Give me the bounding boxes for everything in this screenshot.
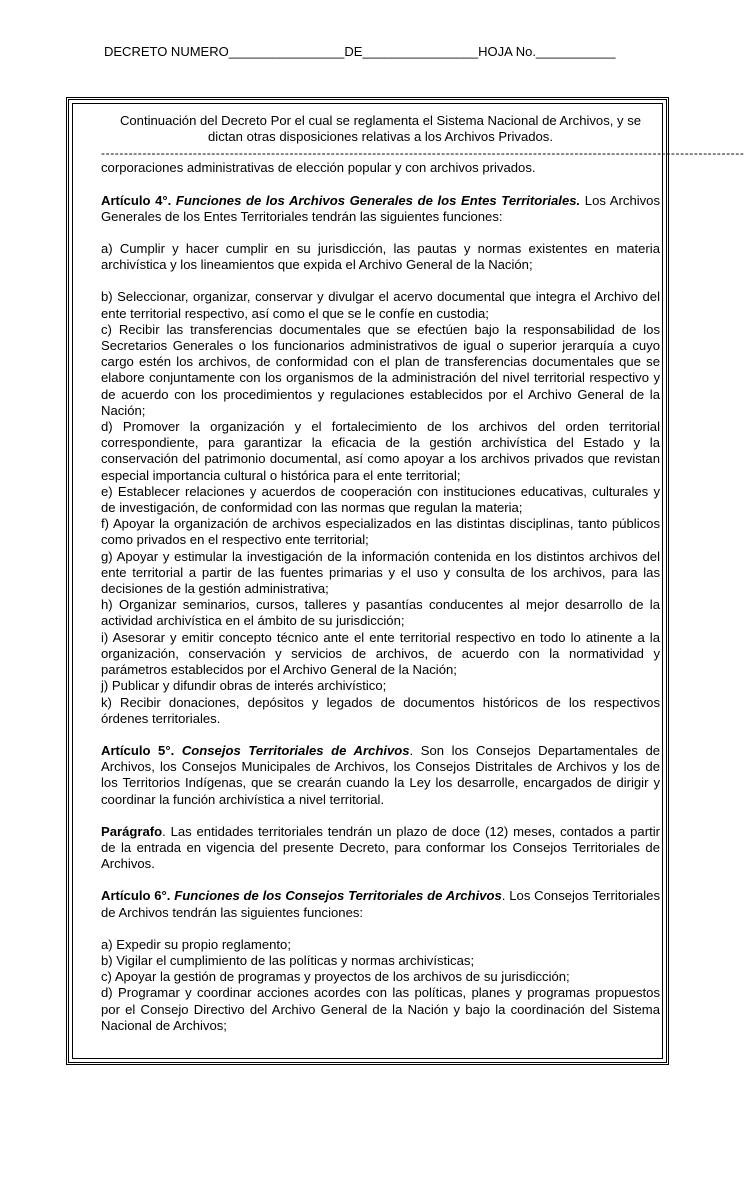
article-6-title: Funciones de los Consejos Territoriales de Archivos — [174, 888, 502, 904]
article-4-label: Artículo 4°. — [101, 192, 172, 208]
dashed-separator: -------------------------------------------------------------------------------------------------------------------------------------------- — [101, 146, 744, 161]
article-6-item-c: c) Apoyar la gestión de programas y proyectos de los archivos de su jurisdicción; — [101, 969, 570, 985]
article-4-item-f: f) Apoyar la organización de archivos especializados en las distintas disciplinas, tanto públicos como privados en el respectivo ente territorial; — [101, 516, 660, 548]
article-4-item-j: j) Publicar y difundir obras de interés archivístico; — [101, 678, 387, 694]
article-5-text: . Son los Consejos Departamentales de Archivos, los Consejos Municipales de Archivos, los Consejos Distritales de Archivos y los de los Territorios Indígenas, que se crearán cuando la Ley los desarrolle, encargados de dirigir y coordinar la función archivística a nivel territorial. — [101, 742, 661, 807]
article-4-heading — [101, 193, 660, 225]
article-4-item-c: c) Recibir las transferencias documentales que se efectúen bajo la responsabilidad de los Secretarios Generales o los funcionarios administrativos de igual o superior jerarquía a cuyo cargo estén los archivos, de conformidad con el plan de transferencias documentales que se elabore conjuntamente con los organismos de la administración del nivel territorial respectivo y de acuerdo con los procedimientos y regulaciones establecidos por el Archivo General de la Nación; — [101, 321, 660, 418]
article-6-item-b: b) Vigilar el cumplimiento de las políticas y normas archivísticas; — [101, 952, 475, 968]
document-header: DECRETO NUMERO________________DE________________HOJA No.___________ — [104, 44, 616, 59]
intro-line: corporaciones administrativas de elección popular y con archivos privados. — [101, 160, 536, 176]
document-body — [101, 113, 744, 1034]
paragrafo — [101, 824, 660, 873]
paragrafo-label: Parágrafo — [101, 823, 163, 839]
article-4-text: Los Archivos Generales de los Entes Territoriales tendrán las siguientes funciones: — [101, 192, 661, 224]
continuation-line: Continuación del Decreto Por el cual se reglamenta el Sistema Nacional de Archivos, y se dictan otras disposiciones relativas a los Archivos Privados. — [119, 113, 642, 145]
article-6-item-d: d) Programar y coordinar acciones acordes con las políticas, planes y programas propuestos por el Consejo Directivo del Archivo General de la Nación y bajo la coordinación del Sistema Nacional de Archivos; — [101, 985, 660, 1033]
article-4-item-k: k) Recibir donaciones, depósitos y legados de documentos históricos de los respectivos órdenes territoriales. — [101, 694, 660, 726]
article-4-item-i: i) Asesorar y emitir concepto técnico ante el ente territorial respectivo en todo lo atinente a la organización, conservación y servicios de archivos, de acuerdo con la normatividad y parámetros establecidos por el Archivo General de la Nación; — [101, 629, 660, 678]
article-4-title: Funciones de los Archivos Generales de los Entes Territoriales. — [175, 192, 581, 208]
article-6-heading — [101, 888, 660, 920]
article-6-item-a: a) Expedir su propio reglamento; — [101, 936, 291, 952]
article-4-item-b: b) Seleccionar, organizar, conservar y divulgar el acervo documental que integra el Archivo del ente territorial respectivo, así como el que se le confíe en custodia; — [101, 289, 660, 321]
article-4-item-d: d) Promover la organización y el fortalecimiento de los archivos del orden territorial correspondiente, para garantizar la eficacia de la gestión archivística del Estado y la conservación del patrimonio documental, así como apoyar a los archivos privados que revistan especial importancia cultural o histórica para el ente territorial; — [101, 419, 660, 483]
article-4-item-a: a) Cumplir y hacer cumplir en su jurisdicción, las pautas y normas existentes en materia archivística y los lineamientos que expida el Archivo General de la Nación; — [101, 241, 660, 273]
article-5-label: Artículo 5°. — [101, 742, 175, 758]
article-4-item-e: e) Establecer relaciones y acuerdos de cooperación con instituciones educativas, culturales y de investigación, de conformidad con las normas que regulan la materia; — [101, 483, 660, 516]
article-5-title: Consejos Territoriales de Archivos — [181, 742, 410, 758]
article-4-item-h: h) Organizar seminarios, cursos, talleres y pasantías conducentes al mejor desarrollo de la actividad archivística en el ámbito de su jurisdicción; — [101, 597, 660, 629]
article-6-label: Artículo 6°. — [101, 888, 171, 904]
paragrafo-text: . Las entidades territoriales tendrán un plazo de doce (12) meses, contados a partir de la entrada en vigencia del presente Decreto, para conformar los Consejos Territoriales de Archivos. — [101, 823, 660, 872]
article-6-text: . Los Consejos Territoriales de Archivos tendrán las siguientes funciones: — [101, 888, 661, 920]
article-5 — [101, 743, 660, 808]
article-4-item-g: g) Apoyar y estimular la investigación de la información contenida en los distintos archivos del ente territorial a partir de las fuentes primarias y el uso y consulta de los archivos, para las decisiones de la gestión administrativa; — [101, 548, 660, 597]
